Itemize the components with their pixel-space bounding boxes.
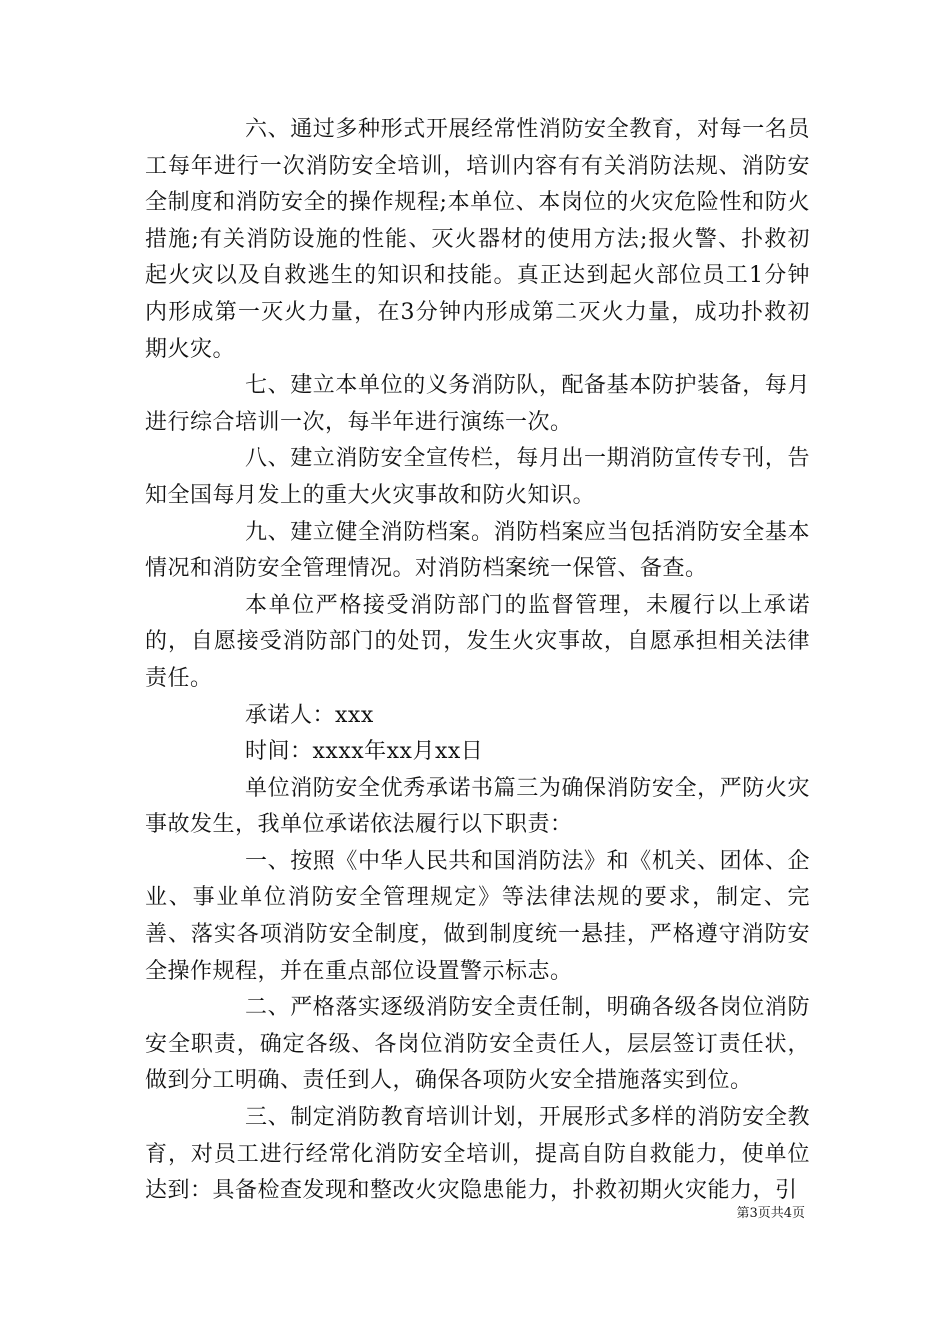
document-body xyxy=(145,112,810,1210)
paragraph-1-regulations: 一、按照《中华人民共和国消防法》和《机关、团体、企业、事业单位消防安全管理规定》等法律法规的要求，制定、完善、落实各项消防安全制度，做到制度统一悬挂，严格遵守消防安全操作规程，并在重点部位设置警示标志。 xyxy=(145,848,810,984)
paragraph-9-archives: 九、建立健全消防档案。消防档案应当包括消防安全基本情况和消防安全管理情况。对消防档案统一保管、备查。 xyxy=(145,519,810,582)
page-number: 第3页共4页 xyxy=(736,1206,805,1221)
paragraph-2-responsibility: 二、严格落实逐级消防安全责任制，明确各级各岗位消防安全职责，确定各级、各岗位消防安全责任人，层层签订责任状，做到分工明确、责任到人，确保各项防火安全措施落实到位。 xyxy=(145,995,810,1094)
paragraph-3-training: 三、制定消防教育培训计划，开展形式多样的消防安全教育，对员工进行经常化消防安全培训，提高自防自救能力，使单位达到：具备检查发现和整改火灾隐患能力，扑救初期火灾能力，引 xyxy=(145,1105,810,1204)
date-line: 时间：xxxx年xx月xx日 xyxy=(245,739,484,765)
paragraph-supervision: 本单位严格接受消防部门的监督管理，未履行以上承诺的，自愿接受消防部门的处罚，发生火灾事故，自愿承担相关法律责任。 xyxy=(145,592,810,691)
paragraph-6-education: 六、通过多种形式开展经常性消防安全教育，对每一名员工每年进行一次消防安全培训，培训内容有有关消防法规、消防安全制度和消防安全的操作规程;本单位、本岗位的火灾危险性和防火措施;有关消防设施的性能、灭火器材的使用方法;报火警、扑救初起火灾以及自救逃生的知识和技能。真正达到起火部位员工1分钟内形成第一灭火力量，在3分钟内形成第二灭火力量，成功扑救初期火灾。 xyxy=(145,117,810,362)
paragraph-7-fire-brigade: 七、建立本单位的义务消防队，配备基本防护装备，每月进行综合培训一次，每半年进行演练一次。 xyxy=(145,373,810,435)
paragraph-8-bulletin: 八、建立消防安全宣传栏，每月出一期消防宣传专刊，告知全国每月发上的重大火灾事故和防火知识。 xyxy=(145,446,810,508)
section-three-intro: 单位消防安全优秀承诺书篇三为确保消防安全，严防火灾事故发生，我单位承诺依法履行以下职责： xyxy=(145,775,810,838)
signatory-line: 承诺人：xxx xyxy=(245,702,374,728)
